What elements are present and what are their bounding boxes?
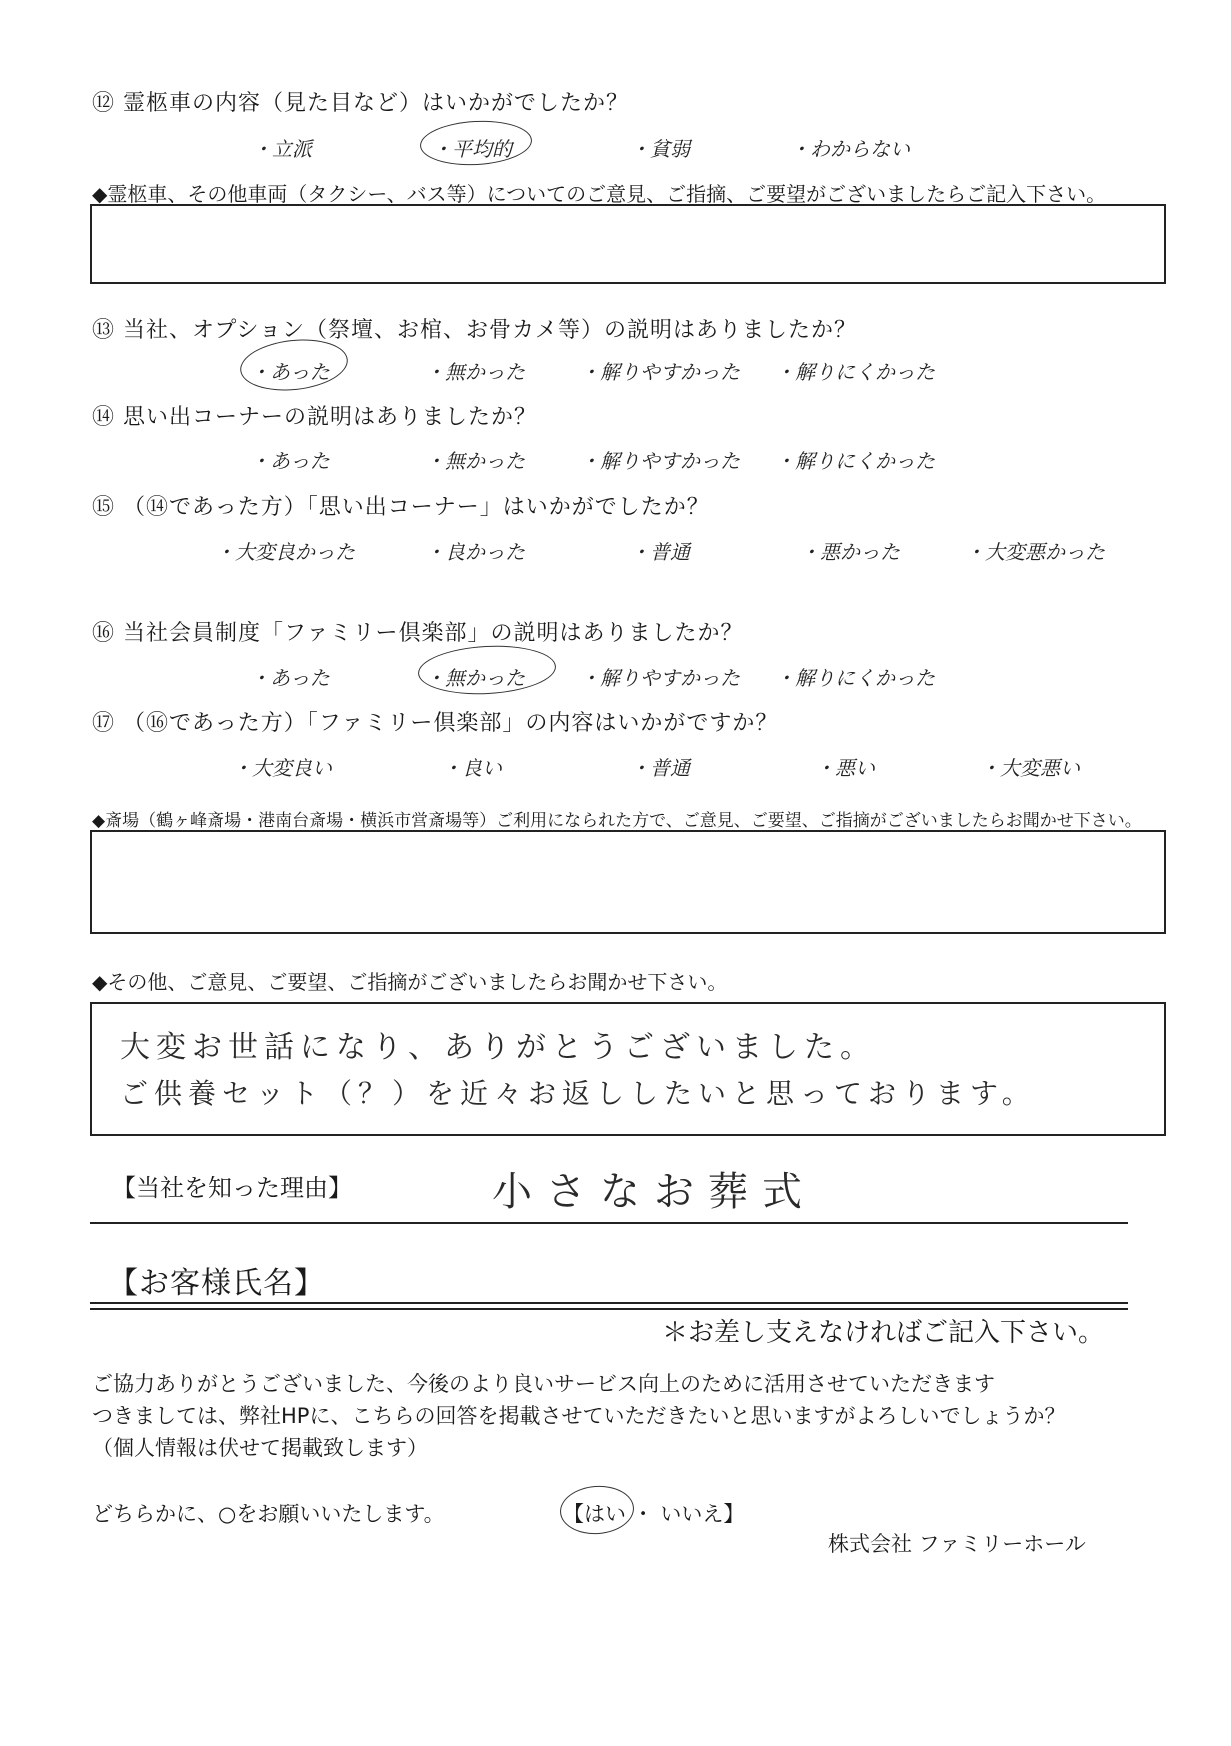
q15-option-average[interactable]: ・普通 [630,540,690,564]
q15-option-very-bad[interactable]: ・大変悪かった [965,540,1105,564]
q14-option-yes[interactable]: ・あった [250,449,330,473]
consent-choice[interactable]: 【はい ・ いいえ】 [563,1502,745,1526]
selection-circle [558,1483,635,1536]
q13-option-no[interactable]: ・無かった [425,360,525,384]
handwritten-comment-line-2: ご供養セット（？）を近々お返ししたいと思っております。 [120,1077,1036,1110]
q12-option-unknown[interactable]: ・わからない [790,137,910,161]
question-16-label: ⑯ 当社会員制度「ファミリー倶楽部」の説明はありましたか？ [92,621,744,646]
q16-option-yes[interactable]: ・あった [250,666,330,690]
q14-option-no[interactable]: ・無かった [425,449,525,473]
reason-handwritten-answer: 小さなお葬式 [492,1169,816,1215]
q12-option-grand[interactable]: ・立派 [252,137,312,161]
question-12-label: ⑫ 霊柩車の内容（見た目など）はいかがでしたか？ [92,91,629,116]
question-17-label: ⑰ （⑯であった方）「ファミリー倶楽部」の内容はいかがですか？ [92,711,779,736]
q16-option-unclear[interactable]: ・解りにくかった [775,666,935,690]
question-13-label: ⑬ 当社、オプション（祭壇、お棺、お骨カメ等）の説明はありましたか？ [92,318,858,343]
optional-note: ＊お差し支えなければご記入下さい。 [662,1318,1105,1348]
vehicle-note: ◆霊柩車、その他車両（タクシー、バス等）についてのご意見、ご指摘、ご要望がございましたらご記入下さい。 [92,182,1107,206]
q12-option-average[interactable]: ・平均的 [432,137,512,161]
selection-circle [417,642,557,697]
q13-option-unclear[interactable]: ・解りにくかった [775,360,935,384]
selection-circle [419,118,533,168]
other-comment-box[interactable] [90,1002,1166,1136]
other-note: ◆その他、ご意見、ご要望、ご指摘がございましたらお聞かせ下さい。 [92,970,728,994]
q12-option-poor[interactable]: ・貧弱 [630,137,690,161]
crematorium-note: ◆斎場（鶴ヶ峰斎場・港南台斎場・横浜市営斎場等）ご利用になられた方で、ご意見、ご要望、ご指摘がございましたらお聞かせ下さい。 [92,811,1142,831]
thanks-line-3: （個人情報は伏せて掲載致します） [92,1436,428,1460]
q14-option-clear[interactable]: ・解りやすかった [580,449,740,473]
q17-option-very-good[interactable]: ・大変良い [232,756,332,780]
consent-prompt: どちらかに、○をお願いいたします。 [92,1502,445,1526]
question-15-label: ⑮ （⑭であった方）「思い出コーナー」はいかがでしたか？ [92,495,710,520]
q13-option-clear[interactable]: ・解りやすかった [580,360,740,384]
q15-option-good[interactable]: ・良かった [425,540,525,564]
q17-option-bad[interactable]: ・悪い [815,756,875,780]
name-rule-top [90,1302,1128,1304]
vehicle-comment-box[interactable] [90,204,1166,284]
q17-option-average[interactable]: ・普通 [630,756,690,780]
crematorium-comment-box[interactable] [90,830,1166,934]
q16-option-no[interactable]: ・無かった [425,666,525,690]
reason-underline [90,1222,1128,1224]
q16-option-clear[interactable]: ・解りやすかった [580,666,740,690]
thanks-line-2: つきましては、弊社HPに、こちらの回答を掲載させていただきたいと思いますがよろしいでしょうか？ [92,1404,1066,1428]
reason-label: 【当社を知った理由】 [112,1174,352,1202]
q15-option-bad[interactable]: ・悪かった [800,540,900,564]
q15-option-very-good[interactable]: ・大変良かった [215,540,355,564]
thanks-line-1: ご協力ありがとうございました、今後のより良いサービス向上のために活用させていただきます [92,1372,995,1396]
question-14-label: ⑭ 思い出コーナーの説明はありましたか？ [92,405,537,430]
q14-option-unclear[interactable]: ・解りにくかった [775,449,935,473]
handwritten-comment-line-1: 大変お世話になり、ありがとうございました。 [120,1030,876,1065]
q13-option-yes[interactable]: ・あった [250,360,330,384]
q17-option-good[interactable]: ・良い [442,756,502,780]
q17-option-very-bad[interactable]: ・大変悪い [980,756,1080,780]
company-name: 株式会社 ファミリーホール [828,1532,1086,1556]
name-rule-bottom [90,1308,1128,1310]
customer-name-label: 【お客様氏名】 [108,1266,325,1301]
